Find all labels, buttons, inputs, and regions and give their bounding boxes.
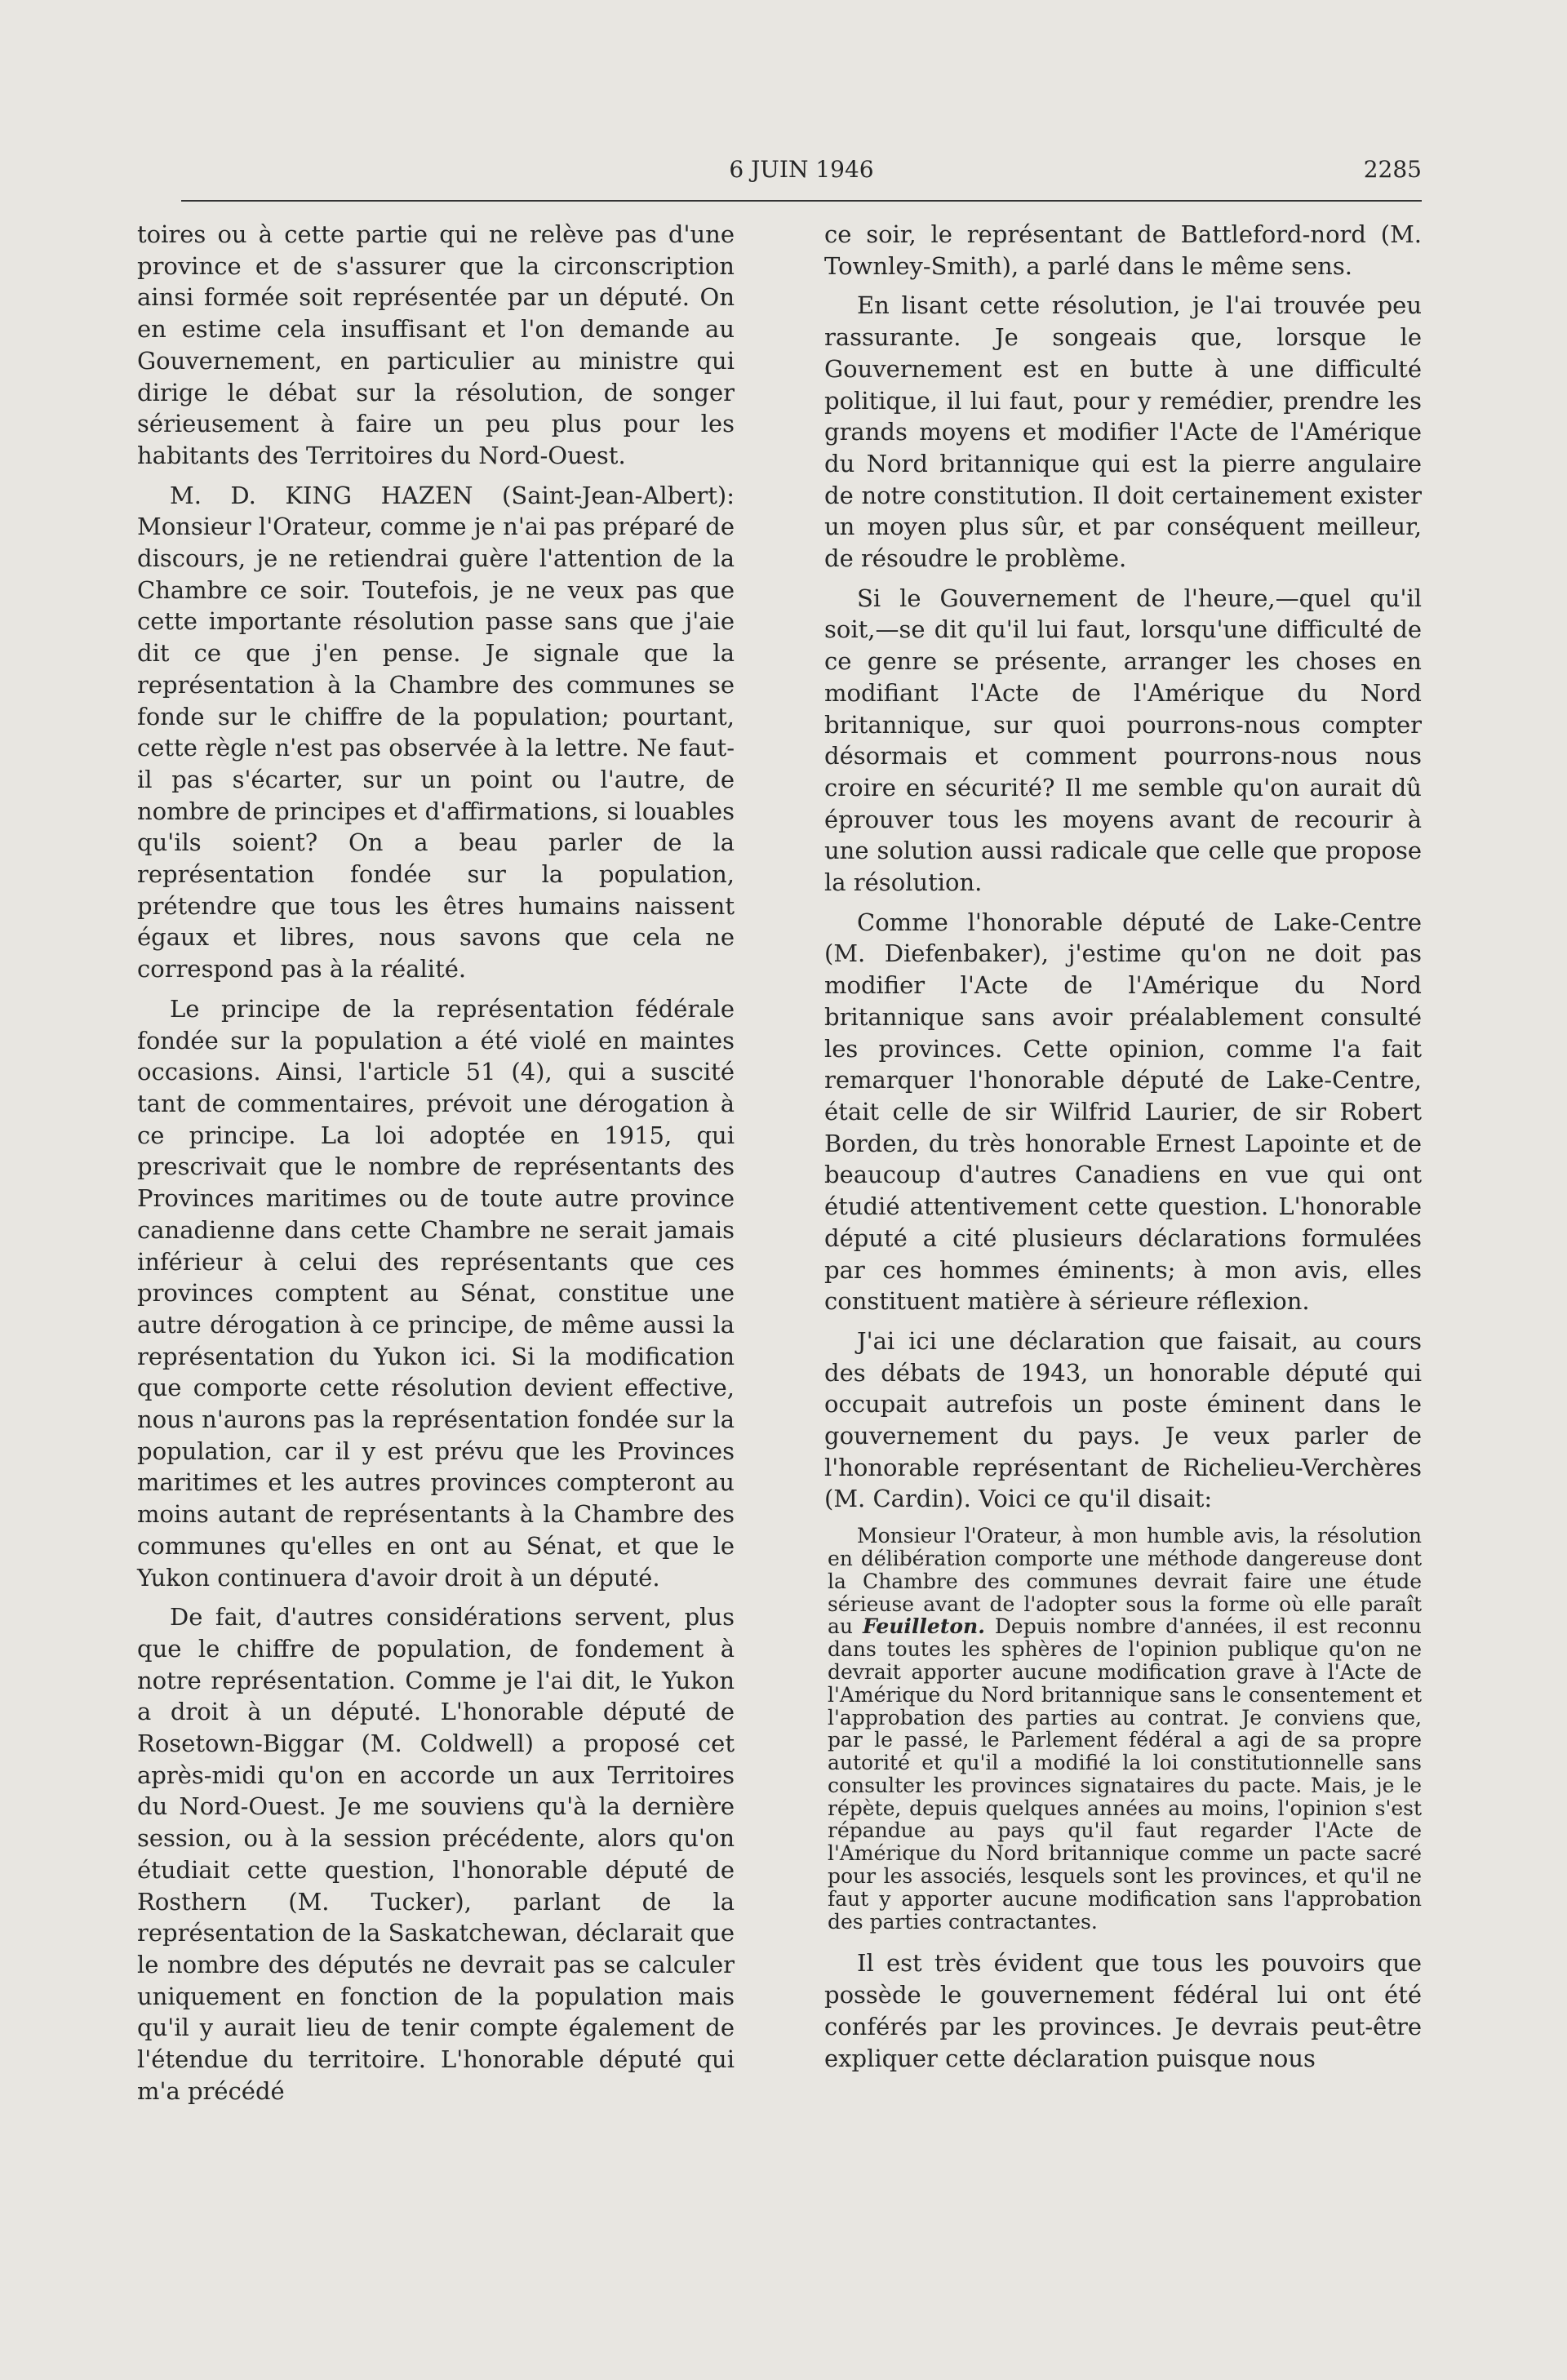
paragraph: toires ou à cette partie qui ne relève pas d'une province et de s'assurer que la circonscription ainsi formée soit représentée par un député. On en estime cela insuffisant et l'on demande au Gouvernement, en particulier au ministre qui dirige le débat sur la résolution, de songer sérieusement à faire un peu plus pour les habitants des Territoires du Nord-Ouest. bbox=[137, 220, 735, 469]
paragraph: Le principe de la représentation fédérale fondée sur la population a été violé en maintes occasions. Ainsi, l'article 51 (4), qui a suscité tant de commentaires, prévoit une dérogation à ce principe. La loi adoptée en 1915, qui prescrivait que le nombre de représentants des Provinces maritimes ou de toute autre province canadienne dans cette Chambre ne serait jamais inférieur à celui des représentants que ces provinces comptent au Sénat, constitue une autre dérogation à ce principe, de même aussi la représentation du Yukon ici. Si la modification que comporte cette résolution devient effective, nous n'aurons pas la représentation fondée sur la population, car il y est prévu que les Provinces maritimes et les autres provinces compteront au moins autant de représentants à la Chambre des communes qu'elles en ont au Sénat, et que le Yukon continuera d'avoir droit à un député. bbox=[137, 994, 735, 1592]
paragraph: ce soir, le représentant de Battleford-nord (M. Townley-Smith), a parlé dans le même sens. bbox=[824, 220, 1422, 280]
paragraph: En lisant cette résolution, je l'ai trouvée peu rassurante. Je songeais que, lorsque le Gouvernement est en butte à une difficulté politique, il lui faut, pour y remédier, prendre les grands moyens et modifier l'Acte de l'Amérique du Nord britannique qui est la pierre angulaire de notre constitution. Il doit certainement exister un moyen plus sûr, et par conséquent meilleur, de résoudre le problème. bbox=[824, 291, 1422, 573]
paragraph: Si le Gouvernement de l'heure,—quel qu'il soit,—se dit qu'il lui faut, lorsqu'une difficulté de ce genre se présente, arranger les choses en modifiant l'Acte de l'Amérique du Nord britannique, sur quoi pourrons-nous compter désormais et comment pourrons-nous nous croire en sécurité? Il me semble qu'on aurait dû éprouver tous les moyens avant de recourir à une solution aussi radicale que celle que propose la résolution. bbox=[824, 584, 1422, 897]
page-number: 2285 bbox=[1363, 156, 1422, 183]
quote-italic-term: Feuilleton. bbox=[862, 1614, 985, 1639]
right-column bbox=[824, 219, 1422, 2082]
page-header bbox=[181, 151, 1422, 192]
paragraph: M. D. KING HAZEN (Saint-Jean-Albert): Monsieur l'Orateur, comme je n'ai pas préparé de discours, je ne retiendrai guère l'attention de la Chambre ce soir. Toutefois, je ne veux pas que cette importante résolution passe sans que j'aie dit ce que j'en pense. Je signale que la représentation à la Chambre des communes se fonde sur le chiffre de la population; pourtant, cette règle n'est pas observée à la lettre. Ne faut-il pas s'écarter, sur un point ou l'autre, de nombre de principes et d'affirmations, si louables qu'ils soient? On a beau parler de la représentation fondée sur la population, prétendre que tous les êtres humains naissent égaux et libres, nous savons que cela ne correspond pas à la réalité. bbox=[137, 481, 735, 984]
paragraph: De fait, d'autres considérations servent, plus que le chiffre de population, de fondement à notre représentation. Comme je l'ai dit, le Yukon a droit à un député. L'honorable député de Rosetown-Biggar (M. Coldwell) a proposé cet après-midi qu'on en accorde un aux Territoires du Nord-Ouest. Je me souviens qu'à la dernière session, ou à la session précédente, alors qu'on étudiait cette question, l'honorable député de Rosthern (M. Tucker), parlant de la représentation de la Saskatchewan, déclarait que le nombre des députés ne devrait pas se calculer uniquement en fonction de la population mais qu'il y aurait lieu de tenir compte également de l'étendue du territoire. L'honorable député qui m'a précédé bbox=[137, 1603, 735, 2105]
header-rule bbox=[181, 200, 1422, 202]
paragraph: Il est très évident que tous les pouvoirs que possède le gouvernement fédéral lui ont été conférés par les provinces. Je devrais peut-être expliquer cette déclaration puisque nous bbox=[824, 1949, 1422, 2072]
quote-paragraph bbox=[828, 1525, 1422, 1933]
header-date: 6 JUIN 1946 bbox=[729, 156, 874, 183]
paragraph: J'ai ici une déclaration que faisait, au cours des débats de 1943, un honorable député qui occupait autrefois un poste éminent dans le gouvernement du pays. Je veux parler de l'honorable représentant de Richelieu-Verchères (M. Cardin). Voici ce qu'il disait: bbox=[824, 1326, 1422, 1513]
quote-text: Depuis nombre d'années, il est reconnu dans toutes les sphères de l'opinion publique qu'on ne devrait apporter aucune modification grave à l'Acte de l'Amérique du Nord britannique sans le consentement et l'approbation des parties au contrat. Je conviens que, par le passé, le Parlement fédéral a agi de sa propre autorité et qu'il a modifié la loi constitutionnelle sans consulter les provinces signataires du pacte. Mais, je le répète, depuis quelques années au moins, l'opinion s'est répandue au pays qu'il faut regarder l'Acte de l'Amérique du Nord britannique comme un pacte sacré pour les associés, lesquels sont les provinces, et qu'il ne faut y apporter aucune modification sans l'approbation des parties contractantes. bbox=[828, 1614, 1422, 1934]
left-column bbox=[137, 219, 735, 2115]
block-quote bbox=[824, 1525, 1422, 1933]
paragraph: Comme l'honorable député de Lake-Centre (M. Diefenbaker), j'estime qu'on ne doit pas modifier l'Acte de l'Amérique du Nord britannique sans avoir préalablement consulté les provinces. Cette opinion, comme l'a fait remarquer l'honorable député de Lake-Centre, était celle de sir Wilfrid Laurier, de sir Robert Borden, du très honorable Ernest Lapointe et de beaucoup d'autres Canadiens en vue qui ont étudié attentivement cette question. L'honorable député a cité plusieurs déclarations formulées par ces hommes éminents; à mon avis, elles constituent matière à sérieure réflexion. bbox=[824, 908, 1422, 1316]
quote-text: Monsieur l'Orateur, à mon humble avis, la résolution en délibération comporte une méthode dangereuse dont la Chambre des communes devrait faire une étude sérieuse avant de l'adopter sous la forme où elle paraît au bbox=[828, 1524, 1422, 1639]
